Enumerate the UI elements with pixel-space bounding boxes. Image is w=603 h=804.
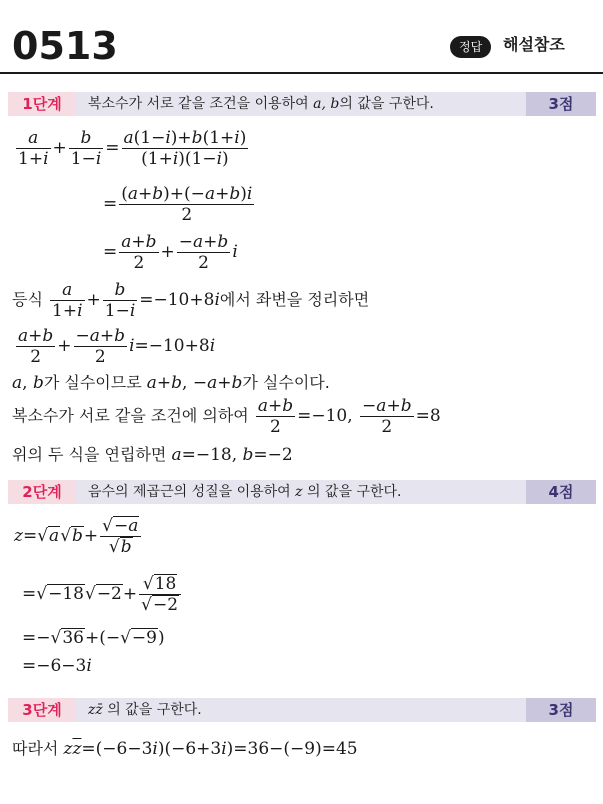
- step-2-description: 음수의 제곱근의 성질을 이용하여 z 의 값을 구한다.: [88, 484, 402, 500]
- step-2-score: 4점: [526, 480, 596, 504]
- equality-line: 등식 $\frac{a}{1+i}$ + $\frac{b}{1-i}$ =−10+8i에서 좌변을 정리하면: [12, 280, 370, 321]
- step-1-score: 3점: [526, 92, 596, 116]
- step-1-bar: [8, 92, 596, 116]
- equation-8: =−6−3i: [22, 656, 92, 676]
- final-line: 따라서 $z\overline{z}=(-6-3i)(-6+3i)=36-(-9)=45$: [12, 739, 358, 759]
- equation-7: =−√36+(−√−9): [22, 628, 165, 648]
- equation-2: = $\frac{(a+b)+(-a+b)i}{2}$: [103, 184, 253, 225]
- step-3-bar: [8, 698, 596, 722]
- step-2-tag: 2단계: [8, 480, 76, 504]
- header-divider: [0, 72, 603, 74]
- equation-5: z=√a√b+ $\frac{√-a}{√b}$: [14, 516, 143, 557]
- step-1-description: 복소수가 서로 같을 조건을 이용하여 a, b의 값을 구한다.: [88, 96, 434, 112]
- equation-6: =√−18√−2+ $\frac{√18}{√-2}$: [22, 574, 183, 615]
- step-2-bar: [8, 480, 596, 504]
- step-1-tag: 1단계: [8, 92, 76, 116]
- equation-3: = $\frac{a+b}{2}$ + $\frac{-a+b}{2}$ i: [103, 232, 238, 273]
- real-condition-line: a, b가 실수이므로 a+b, −a+b가 실수이다.: [12, 373, 330, 393]
- equal-condition-line: 복소수가 서로 같을 조건에 의하여 $\frac{a+b}{2}$ =−10, $\frac{-a+b}{2}$ =8: [12, 396, 441, 437]
- step-3-score: 3점: [526, 698, 596, 722]
- step-3-description: zz̄ 의 값을 구한다.: [88, 702, 202, 718]
- equation-1: $\frac{a}{1+i}$ + $\frac{b}{1-i}$ = $\frac{a(1-i)+b(1+i)}{(1+i)(1-i)}$: [18, 128, 247, 169]
- step-3-tag: 3단계: [8, 698, 76, 722]
- equation-4: $\frac{a+b}{2}$ + $\frac{-a+b}{2}$ i=−10+8i: [18, 326, 216, 367]
- answer-text: 해설참조: [503, 35, 565, 54]
- answer-badge: 정답: [450, 36, 491, 58]
- solve-line: 위의 두 식을 연립하면 a=−18, b=−2: [12, 445, 293, 465]
- problem-number: 0513: [12, 24, 118, 68]
